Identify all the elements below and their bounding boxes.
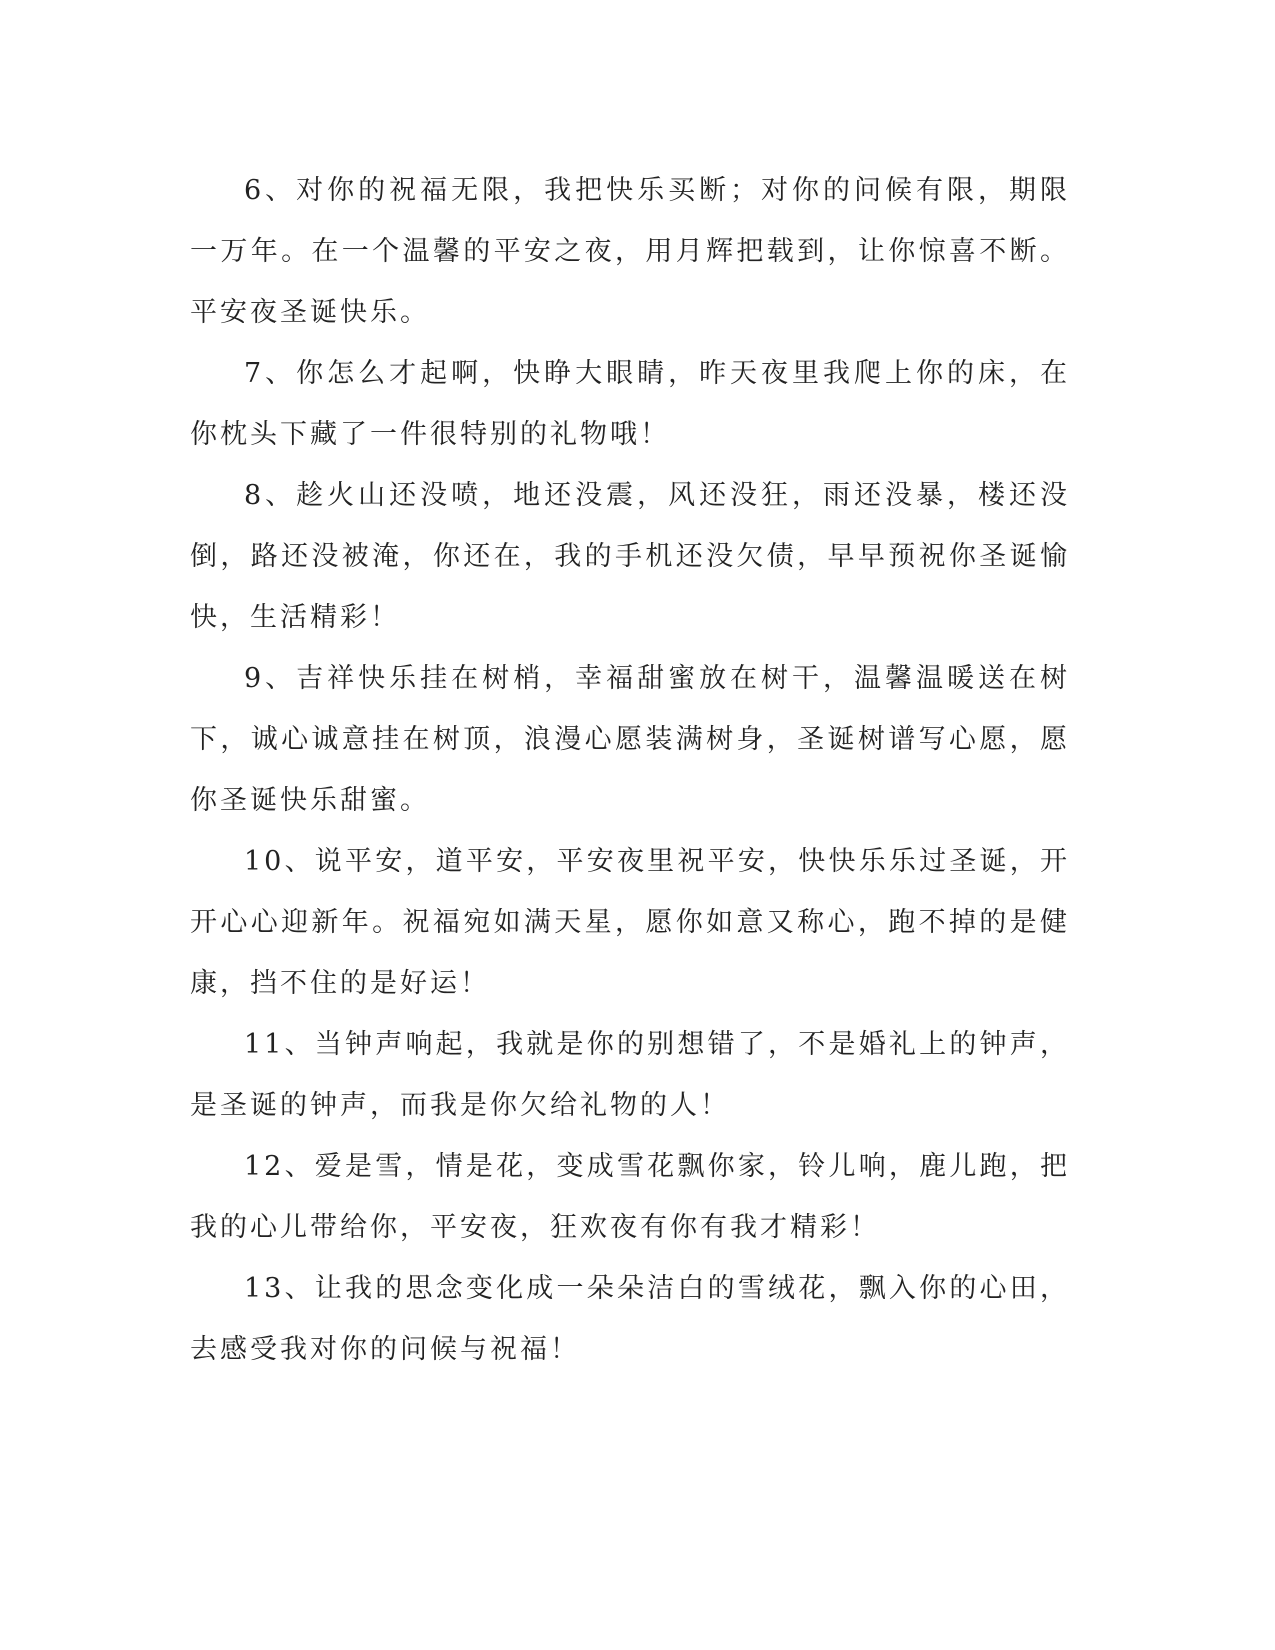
paragraph-7: 7、你怎么才起啊，快睁大眼睛，昨天夜里我爬上你的床，在你枕头下藏了一件很特别的礼物哦！ — [190, 358, 1070, 450]
paragraph-9: 9、吉祥快乐挂在树梢，幸福甜蜜放在树干，温馨温暖送在树下，诚心诚意挂在树顶，浪漫心愿装满树身，圣诞树谱写心愿，愿你圣诞快乐甜蜜。 — [190, 663, 1070, 816]
document-body — [190, 160, 1070, 1380]
paragraph-11: 11、当钟声响起，我就是你的别想错了，不是婚礼上的钟声，是圣诞的钟声，而我是你欠给礼物的人！ — [190, 1029, 1070, 1121]
paragraph-8: 8、趁火山还没喷，地还没震，风还没狂，雨还没暴，楼还没倒，路还没被淹，你还在，我的手机还没欠债，早早预祝你圣诞愉快，生活精彩！ — [190, 480, 1070, 633]
paragraph-10: 10、说平安，道平安，平安夜里祝平安，快快乐乐过圣诞，开开心心迎新年。祝福宛如满天星，愿你如意又称心，跑不掉的是健康，挡不住的是好运！ — [190, 846, 1070, 999]
paragraph-13: 13、让我的思念变化成一朵朵洁白的雪绒花，飘入你的心田，去感受我对你的问候与祝福！ — [190, 1273, 1070, 1365]
paragraph-12: 12、爱是雪，情是花，变成雪花飘你家，铃儿响，鹿儿跑，把我的心儿带给你，平安夜，狂欢夜有你有我才精彩！ — [190, 1151, 1070, 1243]
paragraph-6: 6、对你的祝福无限，我把快乐买断；对你的问候有限，期限一万年。在一个温馨的平安之夜，用月辉把载到，让你惊喜不断。平安夜圣诞快乐。 — [190, 175, 1070, 328]
